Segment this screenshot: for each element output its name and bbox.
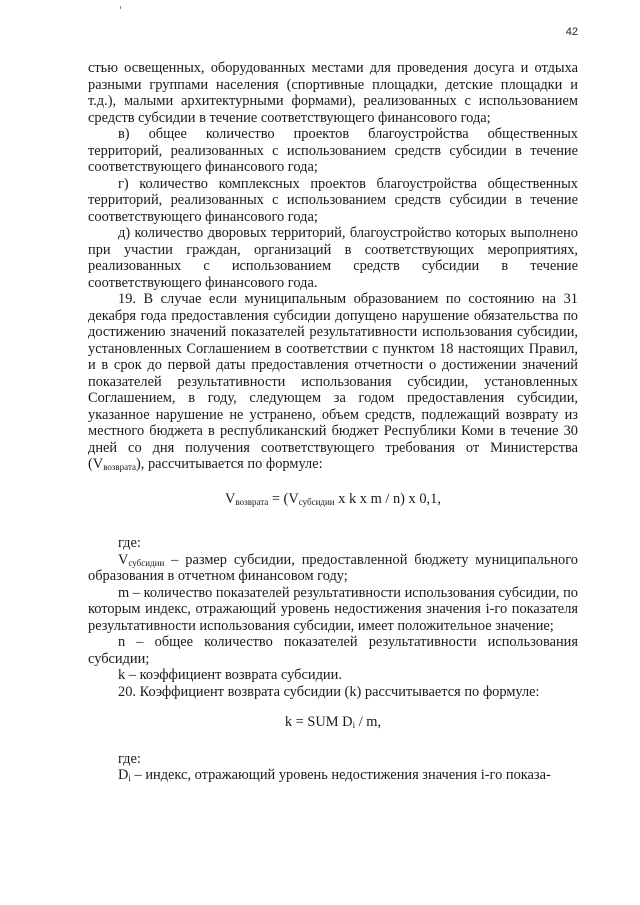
formula-refund-volume: [88, 491, 578, 508]
definition-k: k – коэффициент возврата субсидии.: [118, 667, 342, 683]
scan-mark: [120, 6, 121, 9]
paragraph-continuation: стью освещенных, оборудованных местами для проведения досуга и отдыха разными группами населения (спортивные площадки, детские площадки и т.д.), малыми архитектурными формами), реализованных с использованием средств субсидии в течение соответствующего финансового года;: [88, 60, 578, 126]
formula2-sub: i: [352, 720, 356, 730]
definition-n: n – общее количество показателей результативности использования субсидии;: [88, 634, 578, 667]
def-v-subscript: субсидии: [128, 557, 165, 568]
def-v-text: – размер субсидии, предоставленной бюджету муниципального образования в отчетном финансовом году;: [88, 551, 578, 584]
formula1-sub2: субсидии: [298, 496, 335, 507]
definition-v-subsidy: [88, 552, 578, 585]
where-label-2: где:: [118, 750, 141, 767]
paragraph-item-d: д) количество дворовых территорий, благоустройство которых выполнено при участии граждан, организаций в соответствующих мероприятиях, реализованных с использованием средств субсидии в течение соответствующего финансового года.: [88, 225, 578, 291]
formula2-head: k = SUM D: [284, 714, 353, 730]
clause-19-text: 19. В случае если муниципальным образованием по состоянию на 31 декабря года предоставления субсидии допущено нарушение обязательства по достижению значений показателей результативности использования субсидии, установленных Соглашением в соответствии с пунктом 18 настоящих Правил, и в срок до первой даты предоставления отчетности о достижении значений показателей результативности использования субсидии, установленных Соглашением, в году, следующем за годом предоставления субсидии, указанное нарушение не устранено, объем средств, подлежащий возврату из местного бюджета в республиканский бюджет Республики Коми в течение 30 дней со дня получения соответствующего требования от Министерства (V: [88, 291, 578, 472]
formula1-v: V: [225, 490, 236, 507]
page-number: 42: [565, 26, 578, 38]
document-body: [88, 60, 578, 784]
definition-m: m – количество показателей результативности использования субсидии, по которым индекс, отражающий уровень недостижения значения i-го показателя результативности использования субсидии, имеет положительное значение;: [88, 584, 578, 634]
formula1-tail: x k x m / n) x 0,1,: [334, 490, 441, 507]
definition-d-i: [88, 767, 578, 784]
clause-19-subscript: возврата: [103, 462, 136, 472]
formula-return-coefficient: [88, 714, 578, 731]
def-d-subscript: i: [128, 773, 131, 783]
def-d-letter: D: [118, 767, 129, 783]
paragraph-clause-19: [88, 291, 578, 473]
formula1-v-sub: возврата: [235, 496, 269, 507]
def-v-letter: V: [118, 551, 129, 568]
def-d-text: – индекс, отражающий уровень недостижения значения i-го показа-: [130, 767, 551, 783]
clause-19-tail: ), рассчитывается по формуле:: [135, 456, 323, 472]
formula2-tail: / m,: [355, 714, 382, 730]
formula1-mid: = (V: [268, 490, 299, 507]
paragraph-item-v: в) общее количество проектов благоустройства общественных территорий, реализованных с использованием средств субсидии в течение соответствующего финансового года;: [88, 126, 578, 175]
paragraph-clause-20: 20. Коэффициент возврата субсидии (k) рассчитывается по формуле:: [118, 683, 540, 700]
where-label-1: где:: [118, 535, 141, 551]
paragraph-item-g: г) количество комплексных проектов благоустройства общественных территорий, реализованных с использованием средств субсидии в течение соответствующего финансового года;: [88, 175, 578, 225]
